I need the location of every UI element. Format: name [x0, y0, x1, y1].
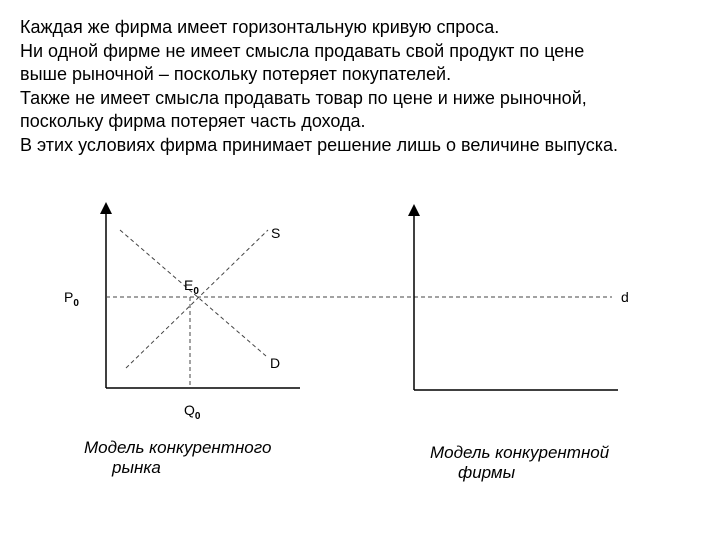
market-caption-line1: Модель конкурентного — [84, 438, 272, 457]
price-label: $P_0$ — [64, 289, 79, 309]
firm-caption-line1: Модель конкурентной — [430, 443, 610, 462]
firm-caption-line2: фирмы — [458, 463, 516, 482]
supply-curve — [126, 230, 268, 368]
text-line-1: Каждая же фирма имеет горизонтальную кривую спроса. — [20, 17, 500, 37]
market-caption — [84, 438, 271, 478]
text-line-5: поскольку фирма потеряет часть дохода. — [20, 111, 366, 131]
market-caption-line2: рынка — [112, 458, 161, 477]
market-graph — [64, 208, 300, 422]
supply-label: S — [271, 225, 281, 241]
firm-graph — [414, 210, 629, 390]
firm-caption — [430, 443, 609, 483]
equilibrium-label: $E_0$ — [184, 277, 199, 297]
text-line-2: Ни одной фирме не имеет смысла продавать свой продукт по цене — [20, 40, 585, 61]
text-line-4: Также не имеет смысла продавать товар по цене и ниже рыночной, — [20, 87, 587, 108]
text-line-3: выше рыночной – поскольку потеряет покупателей. — [20, 64, 452, 84]
text-line-6: В этих условиях фирма принимает решение лишь о величине выпуска. — [20, 134, 618, 155]
quantity-label: $Q_0$ — [184, 402, 201, 422]
firm-demand-label: d — [621, 289, 629, 305]
demand-label: D — [270, 355, 281, 371]
